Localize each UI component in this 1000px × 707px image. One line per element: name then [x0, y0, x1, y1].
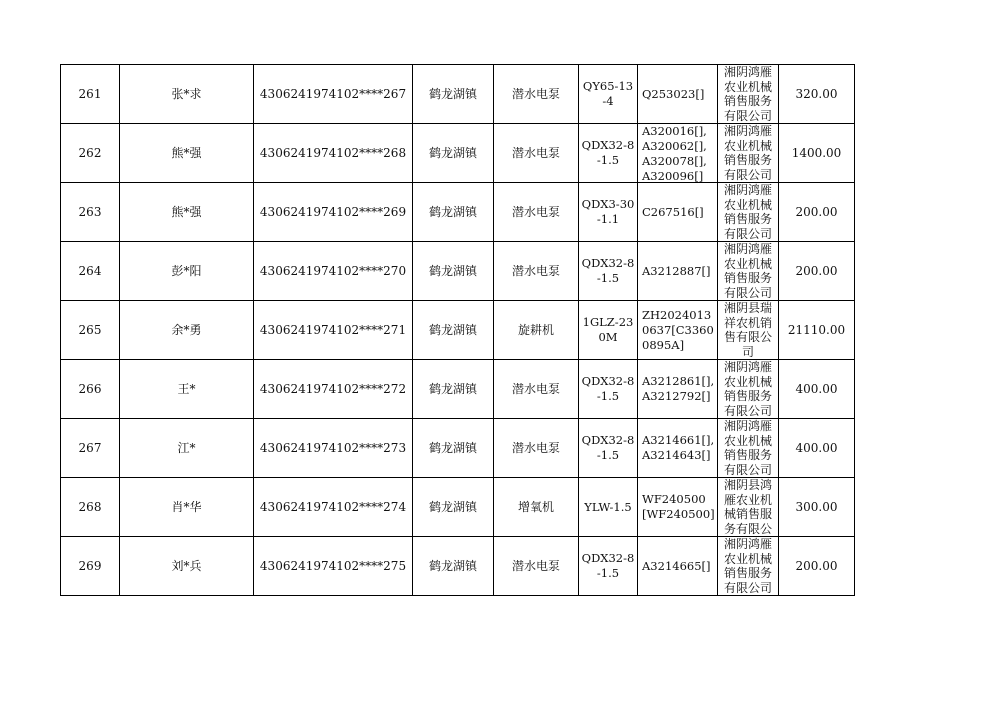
seller: 湘阴鸿雁农业机械销售服务有限公司 — [723, 65, 772, 123]
table-row — [61, 419, 855, 478]
seller: 湘阴鸿雁农业机械销售服务有限公司 — [723, 537, 772, 595]
town: 鹤龙湖镇 — [413, 537, 494, 596]
subsidy-amount: 300.00 — [779, 478, 855, 537]
buyer-name: 彭*阳 — [120, 242, 254, 301]
seller: 湘阴鸿雁农业机械销售服务有限公司 — [723, 419, 772, 477]
buyer-name: 张*求 — [120, 65, 254, 124]
machine-type: 潜水电泵 — [494, 360, 579, 419]
table-body — [61, 65, 855, 596]
subsidy-amount: 200.00 — [779, 537, 855, 596]
model-cell — [579, 537, 638, 596]
row-number: 264 — [61, 242, 120, 301]
machine-type: 潜水电泵 — [494, 242, 579, 301]
model: QY65-13-4 — [582, 79, 634, 108]
serial-number: A3214665[] — [642, 558, 711, 573]
model: QDX32-8-1.5 — [581, 551, 635, 580]
machine-type: 潜水电泵 — [494, 537, 579, 596]
model-cell — [579, 419, 638, 478]
buyer-name: 熊*强 — [120, 183, 254, 242]
serial-cell — [638, 537, 718, 596]
seller-cell — [718, 360, 779, 419]
serial-number: WF240500[WF240500] — [642, 492, 715, 521]
table-row — [61, 537, 855, 596]
buyer-name: 刘*兵 — [120, 537, 254, 596]
serial-cell — [638, 478, 718, 537]
subsidy-amount: 400.00 — [779, 419, 855, 478]
buyer-name: 熊*强 — [120, 124, 254, 183]
serial-cell — [638, 124, 718, 183]
serial-number: A3212861[],A3212792[] — [642, 374, 715, 403]
seller-cell — [718, 65, 779, 124]
seller: 湘阴鸿雁农业机械销售服务有限公司 — [723, 242, 772, 300]
buyer-name: 余*勇 — [120, 301, 254, 360]
table-row — [61, 478, 855, 537]
table-row — [61, 360, 855, 419]
row-number: 261 — [61, 65, 120, 124]
id-number: 4306241974102****270 — [254, 242, 413, 301]
town: 鹤龙湖镇 — [413, 360, 494, 419]
town: 鹤龙湖镇 — [413, 301, 494, 360]
model: YLW-1.5 — [584, 499, 632, 514]
id-number: 4306241974102****267 — [254, 65, 413, 124]
model-cell — [579, 242, 638, 301]
town: 鹤龙湖镇 — [413, 242, 494, 301]
subsidy-amount: 21110.00 — [779, 301, 855, 360]
serial-number: C267516[] — [642, 204, 704, 219]
town: 鹤龙湖镇 — [413, 124, 494, 183]
subsidy-amount: 200.00 — [779, 183, 855, 242]
model: QDX32-8-1.5 — [581, 433, 635, 462]
seller: 湘阴县瑞祥农机销售有限公司 — [723, 301, 772, 359]
model: QDX32-8-1.5 — [581, 374, 635, 403]
serial-cell — [638, 242, 718, 301]
id-number: 4306241974102****271 — [254, 301, 413, 360]
table-row — [61, 124, 855, 183]
serial-cell — [638, 419, 718, 478]
serial-number: A3212887[] — [642, 263, 711, 278]
row-number: 263 — [61, 183, 120, 242]
machine-type: 潜水电泵 — [494, 183, 579, 242]
seller-cell — [718, 419, 779, 478]
subsidy-amount: 400.00 — [779, 360, 855, 419]
seller: 湘阴鸿雁农业机械销售服务有限公司 — [723, 360, 772, 418]
id-number: 4306241974102****269 — [254, 183, 413, 242]
serial-number: ZH20240130637[C33600895A] — [642, 307, 714, 352]
model: 1GLZ-230M — [582, 315, 634, 344]
serial-cell — [638, 360, 718, 419]
serial-cell — [638, 301, 718, 360]
row-number: 268 — [61, 478, 120, 537]
subsidy-amount: 200.00 — [779, 242, 855, 301]
seller-cell — [718, 478, 779, 537]
seller-cell — [718, 242, 779, 301]
table-row — [61, 183, 855, 242]
serial-number: Q253023[] — [642, 86, 705, 101]
machine-type: 潜水电泵 — [494, 419, 579, 478]
seller-cell — [718, 537, 779, 596]
row-number: 267 — [61, 419, 120, 478]
model-cell — [579, 360, 638, 419]
seller: 湘阴鸿雁农业机械销售服务有限公司 — [723, 124, 772, 182]
serial-number: A3214661[],A3214643[] — [642, 433, 715, 462]
model-cell — [579, 65, 638, 124]
subsidy-table — [60, 64, 855, 596]
table-row — [61, 65, 855, 124]
serial-number: A320016[],A320062[],A320078[],A320096[] — [642, 124, 707, 182]
model-cell — [579, 124, 638, 183]
seller-cell — [718, 124, 779, 183]
seller-cell — [718, 301, 779, 360]
subsidy-amount: 1400.00 — [779, 124, 855, 183]
subsidy-amount: 320.00 — [779, 65, 855, 124]
machine-type: 增氧机 — [494, 478, 579, 537]
buyer-name: 肖*华 — [120, 478, 254, 537]
machine-type: 旋耕机 — [494, 301, 579, 360]
town: 鹤龙湖镇 — [413, 478, 494, 537]
town: 鹤龙湖镇 — [413, 183, 494, 242]
machine-type: 潜水电泵 — [494, 65, 579, 124]
model: QDX3-30-1.1 — [581, 197, 635, 226]
model: QDX32-8-1.5 — [581, 256, 635, 285]
seller: 湘阴县鸿雁农业机械销售服务有限公 — [723, 478, 772, 536]
town: 鹤龙湖镇 — [413, 65, 494, 124]
model-cell — [579, 183, 638, 242]
model: QDX32-8-1.5 — [581, 138, 635, 167]
id-number: 4306241974102****272 — [254, 360, 413, 419]
buyer-name: 江* — [120, 419, 254, 478]
seller-cell — [718, 183, 779, 242]
serial-cell — [638, 183, 718, 242]
town: 鹤龙湖镇 — [413, 419, 494, 478]
id-number: 4306241974102****274 — [254, 478, 413, 537]
model-cell — [579, 478, 638, 537]
row-number: 262 — [61, 124, 120, 183]
id-number: 4306241974102****268 — [254, 124, 413, 183]
machine-type: 潜水电泵 — [494, 124, 579, 183]
table-row — [61, 301, 855, 360]
row-number: 269 — [61, 537, 120, 596]
buyer-name: 王* — [120, 360, 254, 419]
table-row — [61, 242, 855, 301]
serial-cell — [638, 65, 718, 124]
id-number: 4306241974102****275 — [254, 537, 413, 596]
row-number: 266 — [61, 360, 120, 419]
row-number: 265 — [61, 301, 120, 360]
model-cell — [579, 301, 638, 360]
id-number: 4306241974102****273 — [254, 419, 413, 478]
seller: 湘阴鸿雁农业机械销售服务有限公司 — [723, 183, 772, 241]
